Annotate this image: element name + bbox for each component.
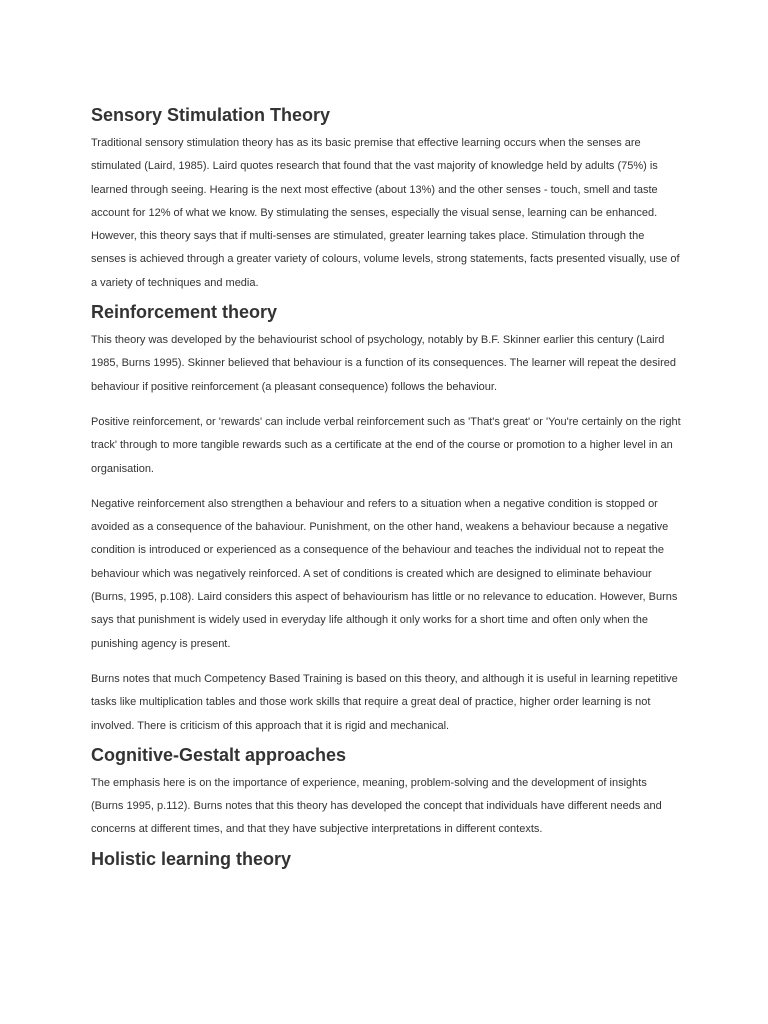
document-page: [91, 103, 681, 871]
section-paragraph: Traditional sensory stimulation theory has as its basic premise that effective learning occurs when the senses are stimulated (Laird, 1985). Laird quotes research that found that the vast majority of knowledge held by adults (75%) is learned through seeing. Hearing is the next most effective (about 13%) and the other senses - touch, smell and taste account for 12% of what we know. By stimulating the senses, especially the visual sense, learning can be enhanced. However, this theory says that if multi-senses are stimulated, greater learning takes place. Stimulation through the senses is achieved through a greater variety of colours, volume levels, strong statements, facts presented visually, use of a variety of techniques and media.: [91, 137, 680, 289]
section-paragraph: This theory was developed by the behaviourist school of psychology, notably by B.F. Skinner earlier this century (Laird 1985, Burns 1995). Skinner believed that behaviour is a function of its consequences. The learner will repeat the desired behaviour if positive reinforcement (a pleasant consequence) follows the behaviour.: [91, 334, 676, 393]
section-paragraph: Positive reinforcement, or 'rewards' can include verbal reinforcement such as 'That's great' or 'You're certainly on the right track' through to more tangible rewards such as a certificate at the end of the course or promotion to a higher level in an organisation.: [91, 415, 681, 475]
section-title-holistic-learning: Holistic learning theory: [91, 848, 292, 869]
section-paragraph: Negative reinforcement also strengthen a behaviour and refers to a situation when a negative condition is stopped or avoided as a consequence of the bahaviour. Punishment, on the other hand, weakens a behaviour because a negative condition is introduced or experienced as a consequence of the behaviour and teaches the individual not to repeat the behaviour which was negatively reinforced. A set of conditions is created which are designed to eliminate behaviour (Burns, 1995, p.108). Laird considers this aspect of behaviourism has little or no relevance to education. However, Burns says that punishment is widely used in everyday life although it only works for a short time and often only when the punishing agency is present.: [91, 497, 678, 650]
section-paragraph: Burns notes that much Competency Based Training is based on this theory, and although it is useful in learning repetitive tasks like multiplication tables and those work skills that require a great deal of practice, higher order learning is not involved. There is criticism of this approach that it is rigid and mechanical.: [91, 672, 678, 732]
section-title-reinforcement: Reinforcement theory: [91, 302, 278, 323]
section-title-cognitive-gestalt: Cognitive-Gestalt approaches: [91, 744, 347, 765]
section-paragraph: The emphasis here is on the importance of experience, meaning, problem-solving and the development of insights (Burns 1995, p.112). Burns notes that this theory has developed the concept that individuals have different needs and concerns at different times, and that they have subjective interpretations in different contexts.: [91, 776, 662, 836]
section-title-sensory-stimulation: Sensory Stimulation Theory: [91, 105, 331, 125]
